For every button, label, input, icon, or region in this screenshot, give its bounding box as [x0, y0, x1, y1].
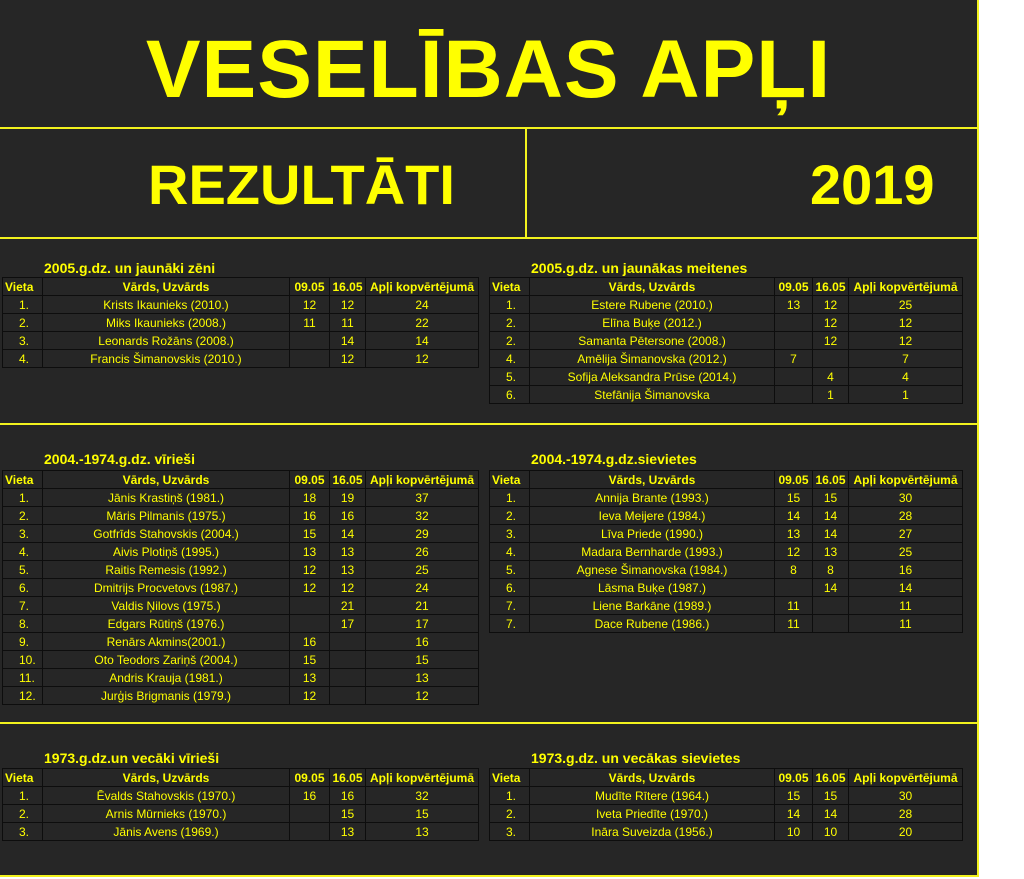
column-header: 16.05 — [330, 278, 366, 296]
column-header: Apļi kopvērtējumā — [849, 278, 963, 296]
table-cell: 12 — [849, 314, 963, 332]
divider — [0, 423, 977, 425]
table-cell: 11 — [330, 314, 366, 332]
table-cell: Elīna Buķe (2012.) — [530, 314, 775, 332]
table-cell: 8 — [775, 561, 813, 579]
table-row — [3, 787, 479, 805]
section-title: 1973.g.dz.un vecāki vīrieši — [44, 750, 220, 766]
table-cell — [290, 805, 330, 823]
table-cell: 12 — [849, 332, 963, 350]
table-cell: 13 — [366, 669, 479, 687]
column-header: Vārds, Uzvārds — [530, 278, 775, 296]
table-row — [490, 823, 963, 841]
table-row — [3, 525, 479, 543]
table-cell: 7 — [849, 350, 963, 368]
table-cell — [813, 615, 849, 633]
table-cell: Andris Krauja (1981.) — [43, 669, 290, 687]
table-cell: 14 — [813, 507, 849, 525]
table-cell: 1 — [849, 386, 963, 404]
table-cell: 13 — [813, 543, 849, 561]
table-cell: 25 — [366, 561, 479, 579]
table-cell: 4. — [490, 543, 530, 561]
table-cell: Dmitrijs Procvetovs (1987.) — [43, 579, 290, 597]
table-cell — [775, 314, 813, 332]
table-row — [490, 805, 963, 823]
column-header: Vārds, Uzvārds — [43, 471, 290, 489]
table-cell: Madara Bernharde (1993.) — [530, 543, 775, 561]
table-cell: 9. — [3, 633, 43, 651]
column-header: 16.05 — [330, 471, 366, 489]
table-header — [3, 278, 479, 296]
table-row — [490, 332, 963, 350]
table-cell: 32 — [366, 507, 479, 525]
table-cell: 1. — [3, 787, 43, 805]
results-table — [489, 470, 963, 633]
table-cell: 5. — [490, 368, 530, 386]
column-header: Apļi kopvērtējumā — [849, 471, 963, 489]
table-row — [490, 615, 963, 633]
table-cell: 27 — [849, 525, 963, 543]
table-cell: 10. — [3, 651, 43, 669]
table-cell: 12 — [330, 579, 366, 597]
section-title: 1973.g.dz. un vecākas sievietes — [531, 750, 741, 766]
table-cell: Annija Brante (1993.) — [530, 489, 775, 507]
table-row — [490, 579, 963, 597]
table-cell: 11 — [775, 597, 813, 615]
divider — [0, 722, 977, 724]
table-row — [3, 332, 479, 350]
table-cell: 7. — [3, 597, 43, 615]
table-row — [490, 368, 963, 386]
table-header — [490, 471, 963, 489]
table-cell: 12 — [813, 314, 849, 332]
table-cell: 16 — [330, 507, 366, 525]
table-row — [3, 669, 479, 687]
table-cell: 4. — [490, 350, 530, 368]
table-cell: Miks Ikaunieks (2008.) — [43, 314, 290, 332]
results-table — [489, 277, 963, 404]
table-row — [3, 823, 479, 841]
column-header: Vieta — [3, 471, 43, 489]
table-cell: 4 — [813, 368, 849, 386]
table-cell: 22 — [366, 314, 479, 332]
divider — [0, 237, 977, 239]
table-cell: 6. — [490, 579, 530, 597]
table-row — [3, 489, 479, 507]
table-header — [3, 471, 479, 489]
table-row — [3, 350, 479, 368]
table-cell: 6. — [490, 386, 530, 404]
table-row — [3, 507, 479, 525]
table-row — [490, 787, 963, 805]
table-cell: Mudīte Rītere (1964.) — [530, 787, 775, 805]
table-cell: 4 — [849, 368, 963, 386]
table-cell: 25 — [849, 543, 963, 561]
table-cell: 29 — [366, 525, 479, 543]
table-cell: 1 — [813, 386, 849, 404]
table-row — [3, 296, 479, 314]
table-cell: 16 — [290, 787, 330, 805]
table-cell: 12 — [330, 350, 366, 368]
table-cell — [813, 350, 849, 368]
table-cell: Iveta Priedīte (1970.) — [530, 805, 775, 823]
table-cell: 10 — [775, 823, 813, 841]
column-header: 09.05 — [290, 278, 330, 296]
year-label: 2019 — [810, 153, 935, 216]
table-cell: 3. — [490, 525, 530, 543]
table-cell: 12 — [775, 543, 813, 561]
column-header: 16.05 — [813, 471, 849, 489]
table-cell: Amēlija Šimanovska (2012.) — [530, 350, 775, 368]
table-cell: Dace Rubene (1986.) — [530, 615, 775, 633]
table-cell: 28 — [849, 805, 963, 823]
table-cell: 12 — [813, 296, 849, 314]
table-row — [3, 543, 479, 561]
table-cell: 1. — [490, 489, 530, 507]
table-cell: 16 — [849, 561, 963, 579]
table-cell: 3. — [3, 332, 43, 350]
table-cell: Arnis Mūrnieks (1970.) — [43, 805, 290, 823]
table-cell: Valdis Ņilovs (1975.) — [43, 597, 290, 615]
section-title: 2005.g.dz. un jaunāki zēni — [44, 260, 216, 276]
table-cell: 12 — [366, 350, 479, 368]
table-cell: 2. — [3, 314, 43, 332]
table-cell: 14 — [366, 332, 479, 350]
table-cell: 13 — [775, 525, 813, 543]
table-cell: 2. — [3, 507, 43, 525]
results-table — [489, 768, 963, 841]
column-header: 16.05 — [813, 278, 849, 296]
table-cell — [290, 597, 330, 615]
table-cell: 3. — [3, 525, 43, 543]
table-cell: 1. — [490, 787, 530, 805]
table-cell: 1. — [3, 296, 43, 314]
table-cell: 16 — [290, 507, 330, 525]
table-row — [3, 597, 479, 615]
table-cell — [775, 368, 813, 386]
table-cell: 2. — [490, 332, 530, 350]
table-cell: 14 — [813, 525, 849, 543]
table-cell: 4. — [3, 350, 43, 368]
table-header — [490, 769, 963, 787]
table-cell: Samanta Pētersone (2008.) — [530, 332, 775, 350]
table-cell: 1. — [3, 489, 43, 507]
column-header: 16.05 — [813, 769, 849, 787]
table-cell: 25 — [849, 296, 963, 314]
column-header: 09.05 — [775, 471, 813, 489]
table-cell: 11. — [3, 669, 43, 687]
table-cell — [330, 669, 366, 687]
table-cell — [813, 597, 849, 615]
table-row — [3, 314, 479, 332]
column-header: Vieta — [490, 471, 530, 489]
table-cell: Jānis Avens (1969.) — [43, 823, 290, 841]
column-header: Vārds, Uzvārds — [530, 769, 775, 787]
table-cell: 7. — [490, 615, 530, 633]
column-header: Vārds, Uzvārds — [43, 769, 290, 787]
table-row — [490, 314, 963, 332]
table-cell: 14 — [813, 805, 849, 823]
table-row — [490, 561, 963, 579]
section-title: 2005.g.dz. un jaunākas meitenes — [531, 260, 748, 276]
table-cell: Renārs Akmins(2001.) — [43, 633, 290, 651]
table-cell: Stefānija Šimanovska — [530, 386, 775, 404]
table-cell: 12 — [366, 687, 479, 705]
table-cell: Māris Pilmanis (1975.) — [43, 507, 290, 525]
table-row — [490, 489, 963, 507]
divider — [0, 127, 977, 129]
column-header: Vieta — [3, 278, 43, 296]
column-header: Vieta — [490, 278, 530, 296]
table-cell: 16 — [366, 633, 479, 651]
table-cell: Jānis Krastiņš (1981.) — [43, 489, 290, 507]
table-cell: Sofija Aleksandra Prūse (2014.) — [530, 368, 775, 386]
table-row — [3, 579, 479, 597]
table-cell: 5. — [490, 561, 530, 579]
table-cell: 11 — [849, 615, 963, 633]
divider — [525, 129, 527, 237]
table-cell: 30 — [849, 787, 963, 805]
table-cell: 12 — [330, 296, 366, 314]
table-cell: Gotfrīds Stahovskis (2004.) — [43, 525, 290, 543]
column-header: Vieta — [490, 769, 530, 787]
table-header — [490, 278, 963, 296]
table-cell: 21 — [366, 597, 479, 615]
table-cell: 20 — [849, 823, 963, 841]
table-cell: 2. — [490, 507, 530, 525]
table-cell — [330, 687, 366, 705]
results-table — [2, 768, 479, 841]
table-cell: 11 — [290, 314, 330, 332]
table-cell: 32 — [366, 787, 479, 805]
table-cell — [775, 386, 813, 404]
table-cell: 10 — [813, 823, 849, 841]
section-title: 2004.-1974.g.dz. vīrieši — [44, 451, 195, 467]
results-table — [2, 277, 479, 368]
table-cell: 15 — [290, 651, 330, 669]
table-cell: 15 — [330, 805, 366, 823]
table-cell — [290, 350, 330, 368]
table-cell — [330, 651, 366, 669]
column-header: Apļi kopvērtējumā — [366, 471, 479, 489]
table-cell: 13 — [330, 561, 366, 579]
table-cell: 14 — [775, 507, 813, 525]
table-cell: 37 — [366, 489, 479, 507]
table-cell: 15 — [366, 805, 479, 823]
table-row — [490, 525, 963, 543]
table-cell: 17 — [330, 615, 366, 633]
table-cell: 30 — [849, 489, 963, 507]
column-header: Apļi kopvērtējumā — [849, 769, 963, 787]
column-header: 09.05 — [775, 769, 813, 787]
page-title: VESELĪBAS APĻI — [145, 24, 832, 115]
table-cell — [330, 633, 366, 651]
table-cell: Aivis Plotiņš (1995.) — [43, 543, 290, 561]
table-cell: 3. — [490, 823, 530, 841]
table-cell: 5. — [3, 561, 43, 579]
table-cell: 28 — [849, 507, 963, 525]
table-row — [3, 805, 479, 823]
table-cell: 13 — [330, 543, 366, 561]
table-cell: 15 — [813, 787, 849, 805]
table-cell: 15 — [813, 489, 849, 507]
table-cell — [775, 332, 813, 350]
table-row — [3, 687, 479, 705]
column-header: 09.05 — [775, 278, 813, 296]
table-cell: 1. — [490, 296, 530, 314]
column-header: Apļi kopvērtējumā — [366, 278, 479, 296]
table-cell: 16 — [290, 633, 330, 651]
table-row — [490, 597, 963, 615]
results-table — [2, 470, 479, 705]
table-cell: 15 — [775, 787, 813, 805]
table-cell: 12 — [290, 561, 330, 579]
table-cell: Ināra Suveizda (1956.) — [530, 823, 775, 841]
table-cell: 13 — [290, 669, 330, 687]
table-cell — [290, 823, 330, 841]
table-cell: 15 — [775, 489, 813, 507]
table-cell: 2. — [490, 805, 530, 823]
table-cell: 16 — [330, 787, 366, 805]
table-row — [490, 296, 963, 314]
table-cell: Leonards Rožāns (2008.) — [43, 332, 290, 350]
table-cell: 2. — [490, 314, 530, 332]
table-row — [490, 507, 963, 525]
column-header: 09.05 — [290, 471, 330, 489]
column-header: Apļi kopvērtējumā — [366, 769, 479, 787]
table-row — [490, 543, 963, 561]
table-cell: 11 — [849, 597, 963, 615]
table-cell: 4. — [3, 543, 43, 561]
table-cell: Estere Rubene (2010.) — [530, 296, 775, 314]
table-cell: 8. — [3, 615, 43, 633]
table-cell: 18 — [290, 489, 330, 507]
table-cell: 14 — [775, 805, 813, 823]
table-cell: 14 — [849, 579, 963, 597]
table-cell: 14 — [330, 525, 366, 543]
table-cell: Edgars Rūtiņš (1976.) — [43, 615, 290, 633]
table-cell: Liene Barkāne (1989.) — [530, 597, 775, 615]
table-row — [490, 386, 963, 404]
table-row — [490, 350, 963, 368]
table-cell: 15 — [366, 651, 479, 669]
table-cell: 13 — [366, 823, 479, 841]
table-cell: 17 — [366, 615, 479, 633]
column-header: Vieta — [3, 769, 43, 787]
column-header: 09.05 — [290, 769, 330, 787]
table-cell: 12. — [3, 687, 43, 705]
table-row — [3, 651, 479, 669]
table-cell: 26 — [366, 543, 479, 561]
table-cell: 21 — [330, 597, 366, 615]
table-cell: Lāsma Buķe (1987.) — [530, 579, 775, 597]
table-cell: 3. — [3, 823, 43, 841]
table-cell: 19 — [330, 489, 366, 507]
table-cell: Līva Priede (1990.) — [530, 525, 775, 543]
table-cell: Francis Šimanovskis (2010.) — [43, 350, 290, 368]
table-cell: Krists Ikaunieks (2010.) — [43, 296, 290, 314]
table-cell — [290, 332, 330, 350]
table-cell: 13 — [330, 823, 366, 841]
table-cell: Agnese Šimanovska (1984.) — [530, 561, 775, 579]
table-cell: 24 — [366, 579, 479, 597]
table-cell: 13 — [775, 296, 813, 314]
table-cell: Ieva Meijere (1984.) — [530, 507, 775, 525]
table-cell: 12 — [813, 332, 849, 350]
section-title: 2004.-1974.g.dz.sievietes — [531, 451, 697, 467]
table-cell: 13 — [290, 543, 330, 561]
table-cell: 12 — [290, 687, 330, 705]
table-cell — [290, 615, 330, 633]
table-cell: 2. — [3, 805, 43, 823]
table-cell: 7. — [490, 597, 530, 615]
column-header: Vārds, Uzvārds — [530, 471, 775, 489]
column-header: 16.05 — [330, 769, 366, 787]
table-cell: Jurģis Brigmanis (1979.) — [43, 687, 290, 705]
table-cell — [775, 579, 813, 597]
table-cell: 14 — [330, 332, 366, 350]
table-cell: 14 — [813, 579, 849, 597]
table-cell: Raitis Remesis (1992.) — [43, 561, 290, 579]
table-row — [3, 615, 479, 633]
table-cell: 12 — [290, 579, 330, 597]
column-header: Vārds, Uzvārds — [43, 278, 290, 296]
table-cell: 15 — [290, 525, 330, 543]
table-row — [3, 633, 479, 651]
table-cell: Oto Teodors Zariņš (2004.) — [43, 651, 290, 669]
table-cell: 8 — [813, 561, 849, 579]
table-cell: 12 — [290, 296, 330, 314]
table-cell: 24 — [366, 296, 479, 314]
table-row — [3, 561, 479, 579]
table-cell: 11 — [775, 615, 813, 633]
table-cell: 6. — [3, 579, 43, 597]
table-cell: Ēvalds Stahovskis (1970.) — [43, 787, 290, 805]
results-heading: REZULTĀTI — [148, 153, 455, 216]
table-cell: 7 — [775, 350, 813, 368]
table-header — [3, 769, 479, 787]
